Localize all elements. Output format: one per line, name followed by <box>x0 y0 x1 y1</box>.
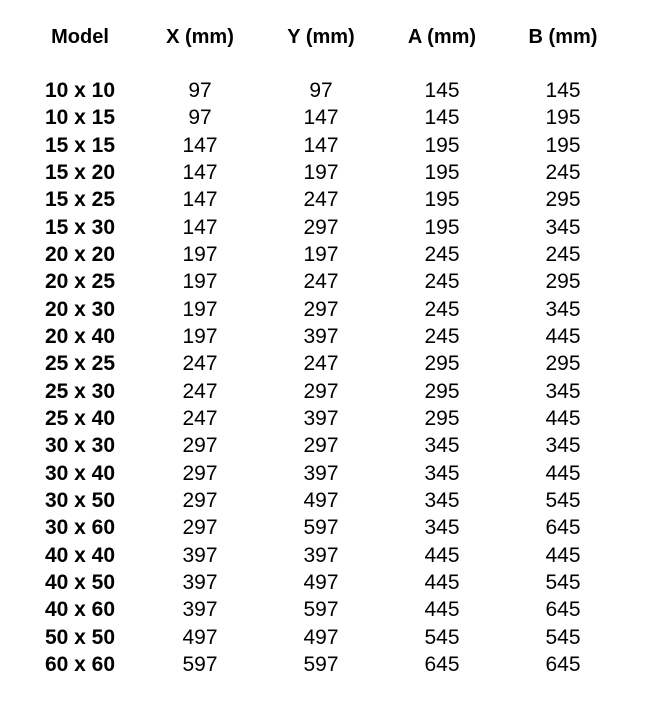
cell-x: 147 <box>182 188 218 212</box>
table-row <box>0 460 664 487</box>
cell-model: 40 x 50 <box>44 570 116 594</box>
cell-x: 597 <box>182 652 218 676</box>
cell-x: 397 <box>182 598 218 622</box>
cell-x: 147 <box>182 133 218 157</box>
cell-a: 545 <box>424 625 460 649</box>
cell-x: 297 <box>182 488 218 512</box>
cell-b: 195 <box>545 106 581 130</box>
cell-a: 445 <box>424 543 460 567</box>
cell-y: 147 <box>303 133 339 157</box>
cell-a: 345 <box>424 434 460 458</box>
cell-a: 445 <box>424 598 460 622</box>
table-row <box>0 651 664 678</box>
cell-model: 30 x 40 <box>44 461 116 485</box>
cell-model: 10 x 10 <box>44 79 116 102</box>
cell-x: 97 <box>188 106 212 130</box>
table-row <box>0 77 664 104</box>
cell-a: 295 <box>424 352 460 376</box>
header-a: A (mm) <box>407 26 477 48</box>
cell-x: 147 <box>182 215 218 239</box>
table-row <box>0 104 664 131</box>
cell-model: 30 x 60 <box>44 516 116 540</box>
table-row <box>0 432 664 459</box>
cell-b: 545 <box>545 625 581 649</box>
cell-x: 397 <box>182 543 218 567</box>
cell-b: 345 <box>545 379 581 403</box>
cell-y: 597 <box>303 598 339 622</box>
cell-model: 40 x 40 <box>44 543 116 567</box>
cell-a: 345 <box>424 461 460 485</box>
header-b: B (mm) <box>528 26 598 48</box>
table-row <box>0 186 664 213</box>
table-row <box>0 542 664 569</box>
cell-a: 145 <box>424 106 460 130</box>
header-y: Y (mm) <box>287 26 355 48</box>
cell-b: 245 <box>545 242 581 266</box>
cell-y: 247 <box>303 352 339 376</box>
cell-a: 145 <box>424 79 460 102</box>
cell-model: 40 x 60 <box>44 598 116 622</box>
cell-model: 15 x 20 <box>44 160 116 184</box>
cell-y: 297 <box>303 297 339 321</box>
table-row <box>0 214 664 241</box>
cell-a: 245 <box>424 270 460 294</box>
cell-b: 295 <box>545 188 581 212</box>
table-row <box>0 159 664 186</box>
cell-b: 345 <box>545 297 581 321</box>
table-row <box>0 268 664 295</box>
header-x: X (mm) <box>166 26 234 48</box>
cell-b: 645 <box>545 516 581 540</box>
cell-b: 445 <box>545 461 581 485</box>
cell-model: 15 x 25 <box>44 188 116 212</box>
cell-x: 397 <box>182 570 218 594</box>
cell-y: 147 <box>303 106 339 130</box>
cell-x: 297 <box>182 516 218 540</box>
cell-y: 297 <box>303 434 339 458</box>
cell-model: 15 x 15 <box>44 133 116 157</box>
cell-a: 445 <box>424 570 460 594</box>
cell-x: 497 <box>182 625 218 649</box>
cell-b: 445 <box>545 324 581 348</box>
cell-a: 645 <box>424 652 460 676</box>
cell-model: 10 x 15 <box>44 106 116 130</box>
cell-a: 295 <box>424 406 460 430</box>
cell-x: 247 <box>182 352 218 376</box>
cell-y: 497 <box>303 570 339 594</box>
cell-y: 397 <box>303 406 339 430</box>
cell-a: 345 <box>424 516 460 540</box>
cell-x: 147 <box>182 160 218 184</box>
cell-b: 445 <box>545 543 581 567</box>
cell-y: 597 <box>303 516 339 540</box>
table-row <box>0 569 664 596</box>
cell-b: 145 <box>545 79 581 102</box>
cell-x: 247 <box>182 406 218 430</box>
cell-y: 97 <box>309 79 333 102</box>
cell-b: 195 <box>545 133 581 157</box>
cell-b: 345 <box>545 434 581 458</box>
cell-b: 545 <box>545 570 581 594</box>
cell-x: 297 <box>182 461 218 485</box>
cell-model: 25 x 25 <box>44 352 116 376</box>
cell-model: 30 x 50 <box>44 488 116 512</box>
cell-b: 645 <box>545 652 581 676</box>
cell-model: 20 x 30 <box>44 297 116 321</box>
table-row <box>0 378 664 405</box>
cell-a: 195 <box>424 133 460 157</box>
cell-y: 247 <box>303 188 339 212</box>
cell-model: 25 x 40 <box>44 406 116 430</box>
table-row <box>0 487 664 514</box>
table-row <box>0 514 664 541</box>
cell-y: 597 <box>303 652 339 676</box>
cell-x: 197 <box>182 324 218 348</box>
cell-a: 345 <box>424 488 460 512</box>
table-row <box>0 624 664 651</box>
cell-y: 397 <box>303 324 339 348</box>
cell-x: 297 <box>182 434 218 458</box>
cell-a: 245 <box>424 297 460 321</box>
cell-y: 197 <box>303 242 339 266</box>
cell-model: 60 x 60 <box>44 652 116 676</box>
cell-model: 50 x 50 <box>44 625 116 649</box>
cell-model: 20 x 25 <box>44 270 116 294</box>
cell-a: 295 <box>424 379 460 403</box>
cell-model: 15 x 30 <box>44 215 116 239</box>
cell-y: 497 <box>303 625 339 649</box>
cell-model: 20 x 40 <box>44 324 116 348</box>
table-row <box>0 350 664 377</box>
cell-x: 197 <box>182 270 218 294</box>
cell-a: 195 <box>424 215 460 239</box>
cell-y: 497 <box>303 488 339 512</box>
cell-b: 245 <box>545 160 581 184</box>
cell-b: 345 <box>545 215 581 239</box>
table-header-row <box>0 24 664 51</box>
cell-b: 645 <box>545 598 581 622</box>
cell-model: 30 x 30 <box>44 434 116 458</box>
cell-y: 297 <box>303 215 339 239</box>
cell-x: 247 <box>182 379 218 403</box>
table-row <box>0 405 664 432</box>
cell-a: 245 <box>424 242 460 266</box>
cell-a: 195 <box>424 188 460 212</box>
cell-x: 97 <box>188 79 212 102</box>
table-row <box>0 596 664 623</box>
cell-y: 197 <box>303 160 339 184</box>
cell-model: 25 x 30 <box>44 379 116 403</box>
cell-y: 247 <box>303 270 339 294</box>
cell-a: 245 <box>424 324 460 348</box>
cell-b: 445 <box>545 406 581 430</box>
cell-y: 297 <box>303 379 339 403</box>
header-model: Model <box>51 26 109 48</box>
cell-model: 20 x 20 <box>44 242 116 266</box>
cell-a: 195 <box>424 160 460 184</box>
cell-y: 397 <box>303 543 339 567</box>
cell-y: 397 <box>303 461 339 485</box>
cell-b: 295 <box>545 352 581 376</box>
table-row <box>0 296 664 323</box>
cell-b: 545 <box>545 488 581 512</box>
table-row <box>0 323 664 350</box>
table-row <box>0 132 664 159</box>
cell-x: 197 <box>182 297 218 321</box>
cell-b: 295 <box>545 270 581 294</box>
table-row <box>0 241 664 268</box>
cell-x: 197 <box>182 242 218 266</box>
